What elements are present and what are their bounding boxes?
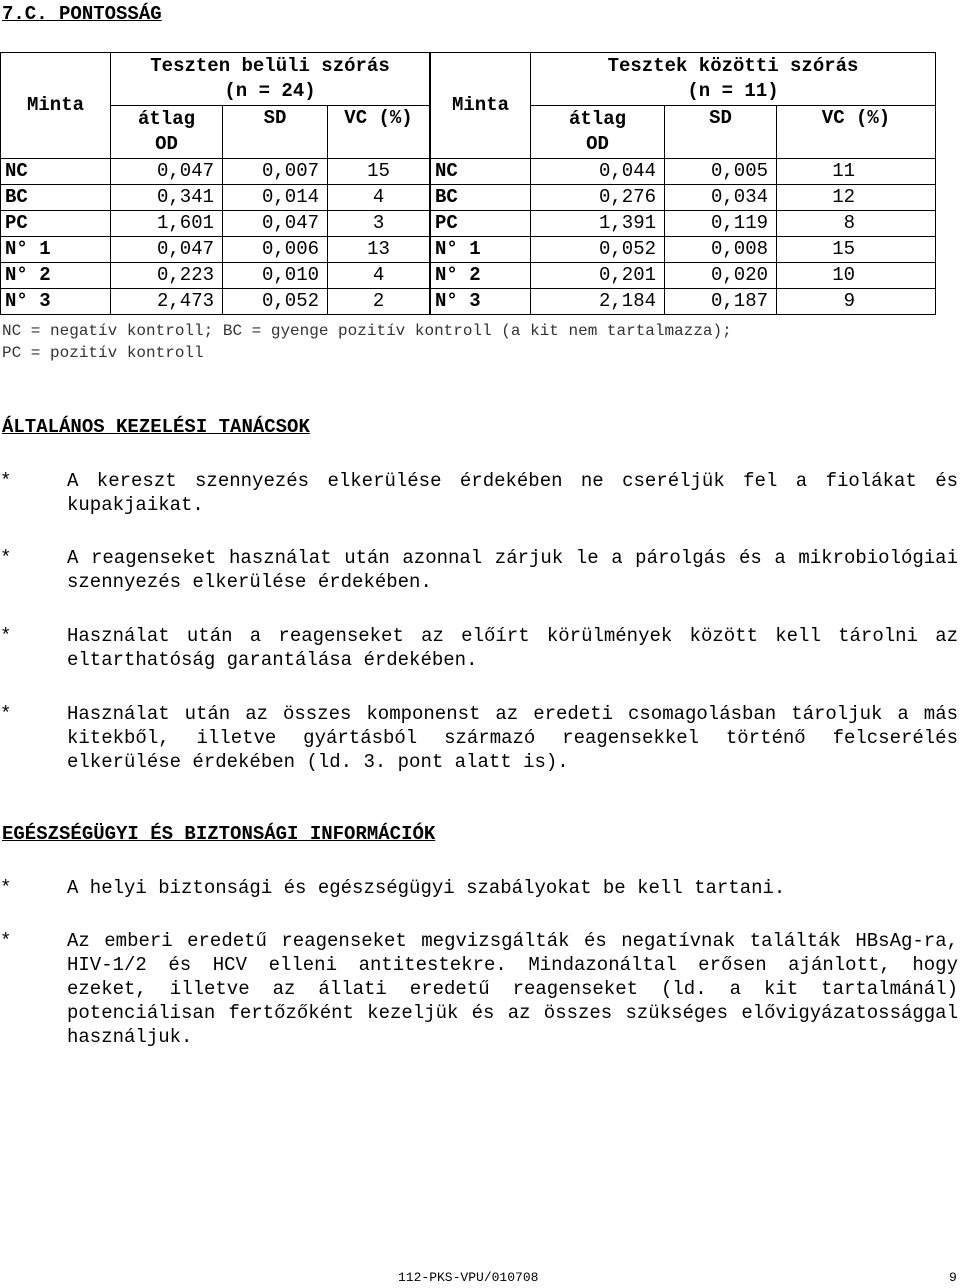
col-od: OD — [155, 133, 178, 155]
table-title-text: Tesztek közötti szórás — [607, 55, 859, 77]
table-row — [1, 263, 430, 289]
col-atlag: átlag — [137, 108, 195, 130]
bullet-symbol: * — [0, 877, 12, 899]
cell-vc: 4 — [328, 185, 430, 211]
col-sd: SD — [665, 106, 777, 159]
cell-vc: 8 — [777, 211, 936, 237]
cell-vc: 10 — [777, 263, 936, 289]
row-label: NC — [431, 159, 531, 185]
row-label: N° 2 — [431, 263, 531, 289]
bullet-symbol: * — [0, 547, 12, 569]
cell-od: 0,047 — [111, 237, 223, 263]
cell-sd: 0,052 — [223, 289, 328, 315]
table-row — [1, 211, 430, 237]
list-item-text: Használat után a reagenseket az előírt körülmények között kell tárolni az eltarthatóság garantálása érdekében. — [67, 625, 958, 671]
bullet-symbol: * — [0, 470, 12, 492]
table-title-text: Teszten belüli szórás — [150, 55, 390, 77]
list-item — [0, 469, 958, 517]
cell-vc: 2 — [328, 289, 430, 315]
col-atlag: átlag — [568, 108, 626, 130]
cell-sd: 0,007 — [223, 159, 328, 185]
cell-od: 1,601 — [111, 211, 223, 237]
cell-sd: 0,047 — [223, 211, 328, 237]
row-label: PC — [431, 211, 531, 237]
cell-vc: 15 — [328, 159, 430, 185]
cell-od: 0,341 — [111, 185, 223, 211]
cell-od: 0,047 — [111, 159, 223, 185]
cell-sd: 0,006 — [223, 237, 328, 263]
section-title: 7.C. PONTOSSÁG — [2, 3, 162, 25]
cell-vc: 9 — [777, 289, 936, 315]
cell-od: 2,473 — [111, 289, 223, 315]
cell-od: 0,223 — [111, 263, 223, 289]
list-item — [0, 929, 958, 1049]
cell-sd: 0,005 — [665, 159, 777, 185]
list-item — [0, 624, 958, 672]
table-title — [531, 53, 936, 106]
table-n: (n = 11) — [687, 80, 779, 102]
table-row — [431, 237, 936, 263]
cell-od: 0,201 — [531, 263, 665, 289]
cell-sd: 0,014 — [223, 185, 328, 211]
cell-vc: 13 — [328, 237, 430, 263]
list-item-text: A helyi biztonsági és egészségügyi szabályokat be kell tartani. — [67, 877, 786, 899]
bullet-symbol: * — [0, 625, 12, 647]
table-n: (n = 24) — [224, 80, 316, 102]
list-item-text: Használat után az összes komponenst az eredeti csomagolásban tároljuk a más kitekből, illetve gyártásból származó reagensekkel történő felcserélés elkerülése érdekében (ld. 3. pont alatt is). — [67, 703, 958, 773]
cell-sd: 0,010 — [223, 263, 328, 289]
safety-title: EGÉSZSÉGÜGYI ÉS BIZTONSÁGI INFORMÁCIÓK — [2, 823, 436, 845]
table-row — [1, 237, 430, 263]
list-item — [0, 876, 958, 900]
table-row — [431, 185, 936, 211]
list-item-text: A kereszt szennyezés elkerülése érdekében ne cseréljük fel a fiolákat és kupakjaikat. — [67, 470, 958, 516]
cell-od: 2,184 — [531, 289, 665, 315]
col-od: OD — [586, 133, 609, 155]
cell-vc: 12 — [777, 185, 936, 211]
col-atlag-od — [531, 106, 665, 159]
table-row — [431, 263, 936, 289]
table-row — [1, 159, 430, 185]
within-run-table — [0, 52, 430, 315]
cell-vc: 15 — [777, 237, 936, 263]
cell-od: 1,391 — [531, 211, 665, 237]
col-atlag-od — [111, 106, 223, 159]
table-row — [431, 159, 936, 185]
handling-title: ÁLTALÁNOS KEZELÉSI TANÁCSOK — [2, 416, 310, 438]
list-item-text: Az emberi eredetű reagenseket megvizsgálták és negatívnak találták HBsAg-ra, HIV-1/2 és HCV elleni antitestekre. Mindazonáltal erősen ajánlott, hogy ezeket, illetve az állati eredetű reagenseket (ld. a kit tartalmánál) potenciálisan fertőzőként kezeljük és az összes szükséges elővigyázatossággal használjuk. — [67, 930, 958, 1048]
row-label: N° 3 — [1, 289, 111, 315]
table-row — [431, 289, 936, 315]
list-item — [0, 546, 958, 594]
table-row — [431, 211, 936, 237]
cell-od: 0,044 — [531, 159, 665, 185]
row-label: N° 1 — [1, 237, 111, 263]
row-label: N° 1 — [431, 237, 531, 263]
cell-od: 0,052 — [531, 237, 665, 263]
list-item — [0, 702, 958, 774]
row-label: NC — [1, 159, 111, 185]
row-label: PC — [1, 211, 111, 237]
table-row — [1, 185, 430, 211]
list-item-text: A reagenseket használat után azonnal zárjuk le a párolgás és a mikrobiológiai szennyezés elkerülése érdekében. — [67, 547, 958, 593]
bullet-symbol: * — [0, 703, 12, 725]
row-label: N° 2 — [1, 263, 111, 289]
minta-header: Minta — [431, 53, 531, 159]
cell-sd: 0,020 — [665, 263, 777, 289]
cell-vc: 4 — [328, 263, 430, 289]
cell-vc: 3 — [328, 211, 430, 237]
row-label: BC — [1, 185, 111, 211]
row-label: BC — [431, 185, 531, 211]
col-sd: SD — [223, 106, 328, 159]
cell-sd: 0,119 — [665, 211, 777, 237]
cell-od: 0,276 — [531, 185, 665, 211]
cell-sd: 0,187 — [665, 289, 777, 315]
col-vc: VC (%) — [777, 106, 936, 159]
between-run-table — [430, 52, 936, 315]
row-label: N° 3 — [431, 289, 531, 315]
document-code: 112-PKS-VPU/010708 — [398, 1270, 539, 1285]
cell-vc: 11 — [777, 159, 936, 185]
cell-sd: 0,008 — [665, 237, 777, 263]
table-footnote: NC = negatív kontroll; BC = gyenge pozitív kontroll (a kit nem tartalmazza); PC = pozitív kontroll — [2, 322, 732, 362]
cell-sd: 0,034 — [665, 185, 777, 211]
bullet-symbol: * — [0, 930, 12, 952]
col-vc: VC (%) — [328, 106, 430, 159]
minta-header: Minta — [1, 53, 111, 159]
table-title — [111, 53, 430, 106]
table-row — [1, 289, 430, 315]
page-number: 9 — [949, 1270, 957, 1285]
